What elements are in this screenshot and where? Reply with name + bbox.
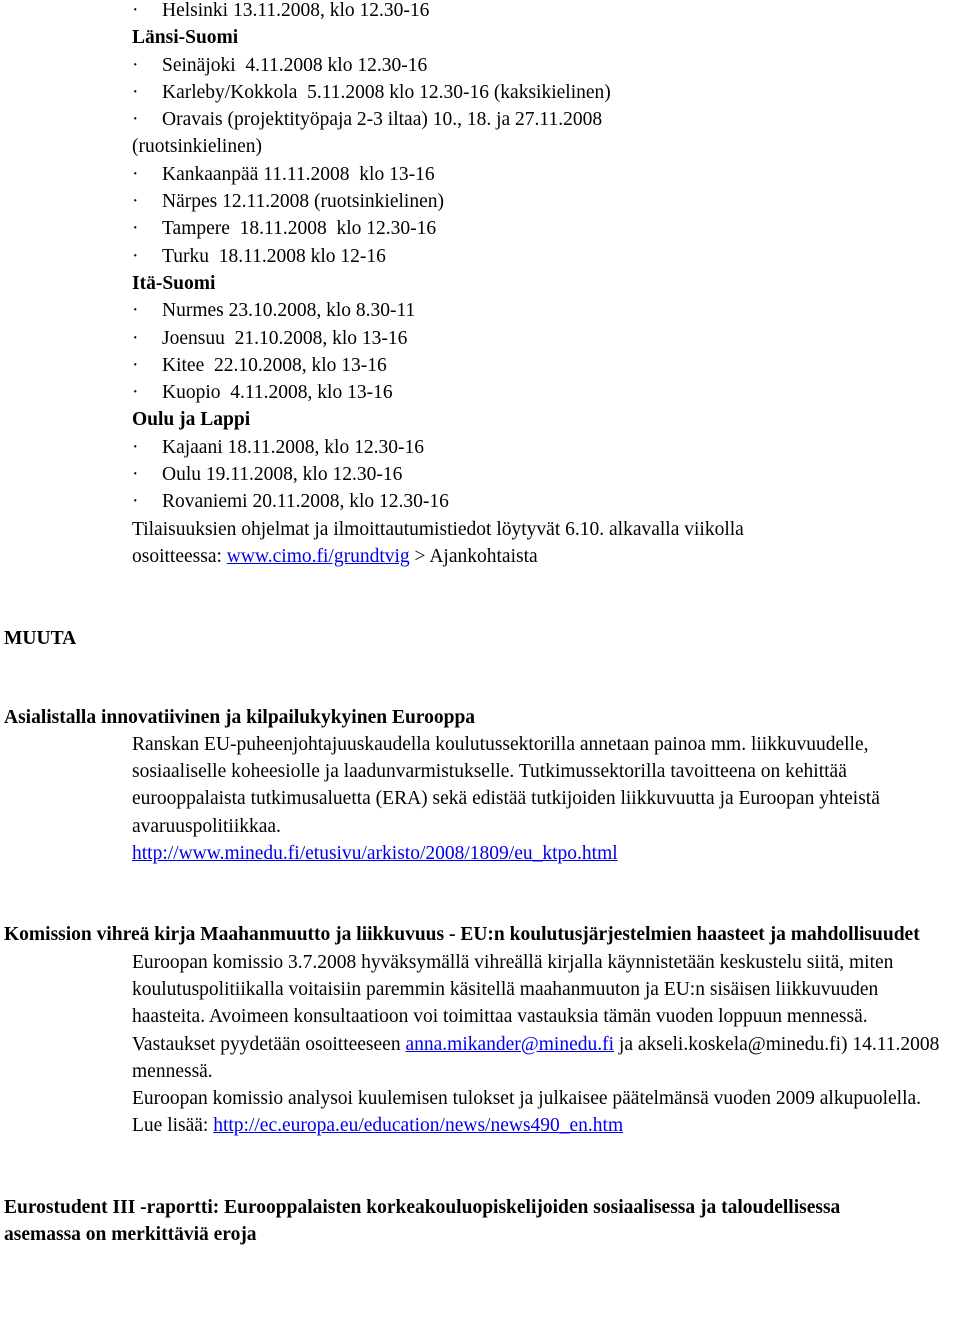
- article-link-line: [0, 840, 960, 867]
- article-body: Ranskan EU-puheenjohtajuuskaudella koulutussektorilla annetaan painoa mm. liikkuvuudelle, sosiaaliselle koheesiolle ja laadunvarmistukselle. Tutkimussektorilla tavoitteena on kehittää eurooppalaista tutkimusaluetta (ERA) sekä edistää tutkijoiden liikkuvuutta ja Euroopan yhteistä avaruuspolitiikkaa.: [132, 733, 880, 837]
- section-heading-muuta: MUUTA: [4, 628, 77, 650]
- region-title: Itä-Suomi: [132, 272, 216, 294]
- article-body: Euroopan komissio 3.7.2008 hyväksymällä vihreällä kirjalla käynnistetään keskustelu siitä, miten koulutuspolitiikalla voitaisiin paremmin käsitellä maahanmuuton ja EU:n sisäisen liikkuvuuden haasteita. Avoimeen konsultaatioon voi toimittaa vastauksia tämän vuoden loppuun mennessä. Vastaukset pyydetään osoitteeseen anna.mikander@minedu.fi ja akseli.koskela@minedu.fi) 14.11.2008 mennessä.: [132, 951, 940, 1082]
- region-title: Länsi-Suomi: [132, 27, 239, 49]
- list-item: · Kajaani 18.11.2008, klo 12.30-16: [132, 436, 424, 458]
- list-item: · Oulu 19.11.2008, klo 12.30-16: [132, 464, 403, 486]
- list-item-continuation: (ruotsinkielinen): [132, 136, 262, 158]
- article-title: Komission vihreä kirja Maahanmuutto ja liikkuvuus - EU:n koulutusjärjestelmien haasteet ja mahdollisuudet: [4, 924, 920, 946]
- minedu-link[interactable]: http://www.minedu.fi/etusivu/arkisto/2008/1809/eu_ktpo.html: [132, 843, 618, 865]
- list-item: · Kuopio 4.11.2008, klo 13-16: [132, 382, 393, 404]
- event-list-top: [0, 0, 960, 24]
- email-link[interactable]: anna.mikander@minedu.fi: [405, 1033, 615, 1055]
- list-item: · Joensuu 21.10.2008, klo 13-16: [132, 327, 408, 349]
- info-line: Tilaisuuksien ohjelmat ja ilmoittautumistiedot löytyvät 6.10. alkavalla viikolla: [132, 518, 744, 540]
- article-eurostudent: [0, 1194, 960, 1249]
- list-item: · Nurmes 23.10.2008, klo 8.30-11: [132, 300, 416, 322]
- article-title: Asialistalla innovatiivinen ja kilpailukykyinen Eurooppa: [4, 706, 476, 728]
- list-item: · Kankaanpää 11.11.2008 klo 13-16: [132, 163, 435, 185]
- list-item: · Turku 18.11.2008 klo 12-16: [132, 245, 386, 267]
- article-title: Eurostudent III -raportti: Eurooppalaisten korkeakouluopiskelijoiden sosiaalisessa ja taloudellisessa asemassa on merkittäviä eroja: [4, 1196, 841, 1245]
- list-item: · Seinäjoki 4.11.2008 klo 12.30-16: [132, 54, 428, 76]
- read-more-line: Lue lisää: http://ec.europa.eu/education/news/news490_en.htm: [132, 1115, 624, 1137]
- list-item: · Oravais (projektityöpaja 2-3 iltaa) 10., 18. ja 27.11.2008: [132, 109, 603, 131]
- europa-link[interactable]: http://ec.europa.eu/education/news/news490_en.htm: [213, 1115, 624, 1137]
- info-address: osoitteessa: www.cimo.fi/grundtvig > Ajankohtaista: [132, 545, 538, 567]
- article-innovative-europe: [0, 704, 960, 868]
- list-item: · Karleby/Kokkola 5.11.2008 klo 12.30-16 (kaksikielinen): [132, 81, 611, 103]
- list-item: · Helsinki 13.11.2008, klo 12.30-16: [132, 0, 430, 21]
- region-ita: [0, 270, 960, 406]
- list-item: · Rovaniemi 20.11.2008, klo 12.30-16: [132, 491, 449, 513]
- region-oulu: [0, 406, 960, 515]
- article-green-paper: [0, 921, 960, 1139]
- region-lansi: [0, 24, 960, 270]
- cimo-link[interactable]: www.cimo.fi/grundtvig: [226, 545, 410, 567]
- list-item: · Kitee 22.10.2008, klo 13-16: [132, 354, 387, 376]
- list-item: · Närpes 12.11.2008 (ruotsinkielinen): [132, 191, 444, 213]
- region-title: Oulu ja Lappi: [132, 409, 251, 431]
- list-item: · Tampere 18.11.2008 klo 12.30-16: [132, 218, 437, 240]
- article-paragraph: Euroopan komissio analysoi kuulemisen tulokset ja julkaisee päätelmänsä vuoden 2009 alkupuolella.: [132, 1088, 922, 1110]
